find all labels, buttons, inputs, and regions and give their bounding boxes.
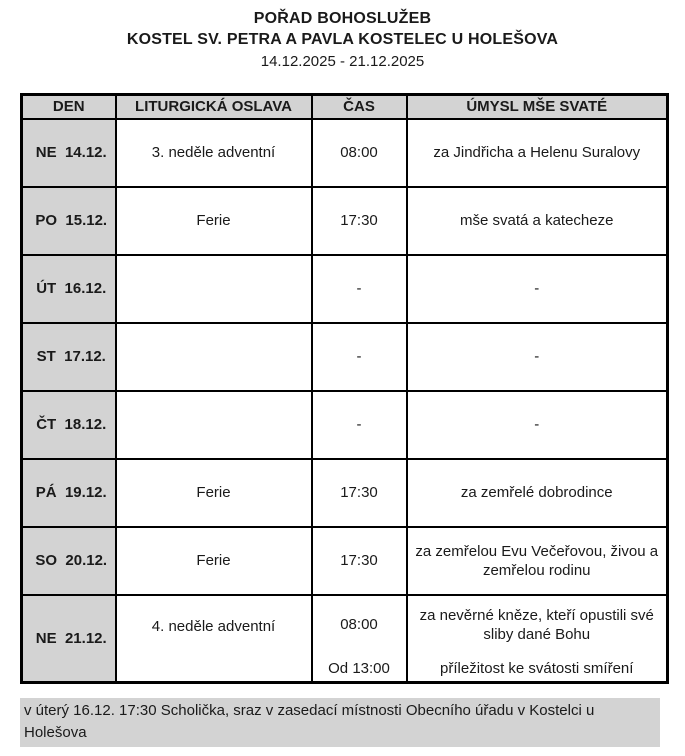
time-cell: 17:30	[312, 187, 407, 255]
time-entry-afternoon: Od 13:00	[328, 659, 390, 677]
table-row	[22, 459, 668, 527]
time-cell: -	[312, 323, 407, 391]
intention-cell	[407, 595, 668, 683]
table-row	[22, 187, 668, 255]
column-header-den: DEN	[22, 95, 116, 119]
intention-cell: mše svatá a katecheze	[407, 187, 668, 255]
intention-cell: -	[407, 323, 668, 391]
column-header-umysl: ÚMYSL MŠE SVATÉ	[407, 95, 668, 119]
time-cell	[312, 595, 407, 683]
time-cell: 08:00	[312, 119, 407, 187]
liturgy-cell: 3. neděle adventní	[116, 119, 312, 187]
liturgy-cell: Ferie	[116, 527, 312, 595]
liturgy-cell: 4. neděle adventní	[116, 595, 312, 683]
table-row	[22, 527, 668, 595]
page-title: POŘAD BOHOSLUŽEB	[253, 10, 432, 27]
table-row	[22, 119, 668, 187]
liturgy-cell	[116, 323, 312, 391]
time-entry-morning: 08:00	[340, 616, 378, 633]
column-header-liturgicka-oslava: LITURGICKÁ OSLAVA	[116, 95, 312, 119]
day-cell: PÁ 19.12.	[22, 459, 116, 527]
table-row	[22, 323, 668, 391]
church-name: KOSTEL SV. PETRA A PAVLA KOSTELEC U HOLEŠOVA	[126, 31, 559, 48]
intention-cell: za zemřelou Evu Večeřovou, živou a zemřelou rodinu	[407, 527, 668, 595]
intention-cell: -	[407, 391, 668, 459]
schedule-table	[20, 93, 669, 684]
title-block	[0, 0, 685, 72]
liturgy-cell: Ferie	[116, 187, 312, 255]
time-cell: -	[312, 391, 407, 459]
liturgy-cell	[116, 391, 312, 459]
time-cell: -	[312, 255, 407, 323]
day-cell: NE 21.12.	[22, 595, 116, 683]
day-cell: ČT 18.12.	[22, 391, 116, 459]
intention-cell: za zemřelé dobrodince	[407, 459, 668, 527]
footer-note: v úterý 16.12. 17:30 Scholička, sraz v zasedací místnosti Obecního úřadu v Kostelci u Holešova	[20, 698, 660, 747]
intention-cell: za Jindřicha a Helenu Suralovy	[407, 119, 668, 187]
day-cell: SO 20.12.	[22, 527, 116, 595]
liturgy-cell: Ferie	[116, 459, 312, 527]
liturgy-cell	[116, 255, 312, 323]
day-cell: PO 15.12.	[22, 187, 116, 255]
table-row	[22, 255, 668, 323]
day-cell: ST 17.12.	[22, 323, 116, 391]
day-cell: NE 14.12.	[22, 119, 116, 187]
table-row	[22, 595, 668, 683]
time-cell: 17:30	[312, 527, 407, 595]
day-cell: ÚT 16.12.	[22, 255, 116, 323]
intention-entry-morning: za nevěrné kněze, kteří opustili své sliby dané Bohu	[419, 606, 654, 643]
time-cell: 17:30	[312, 459, 407, 527]
intention-entry-afternoon: příležitost ke svátosti smíření	[440, 659, 634, 677]
column-header-cas: ČAS	[312, 95, 407, 119]
table-row	[22, 391, 668, 459]
intention-cell: -	[407, 255, 668, 323]
table-header-row	[22, 95, 668, 119]
date-range: 14.12.2025 - 21.12.2025	[260, 53, 425, 70]
